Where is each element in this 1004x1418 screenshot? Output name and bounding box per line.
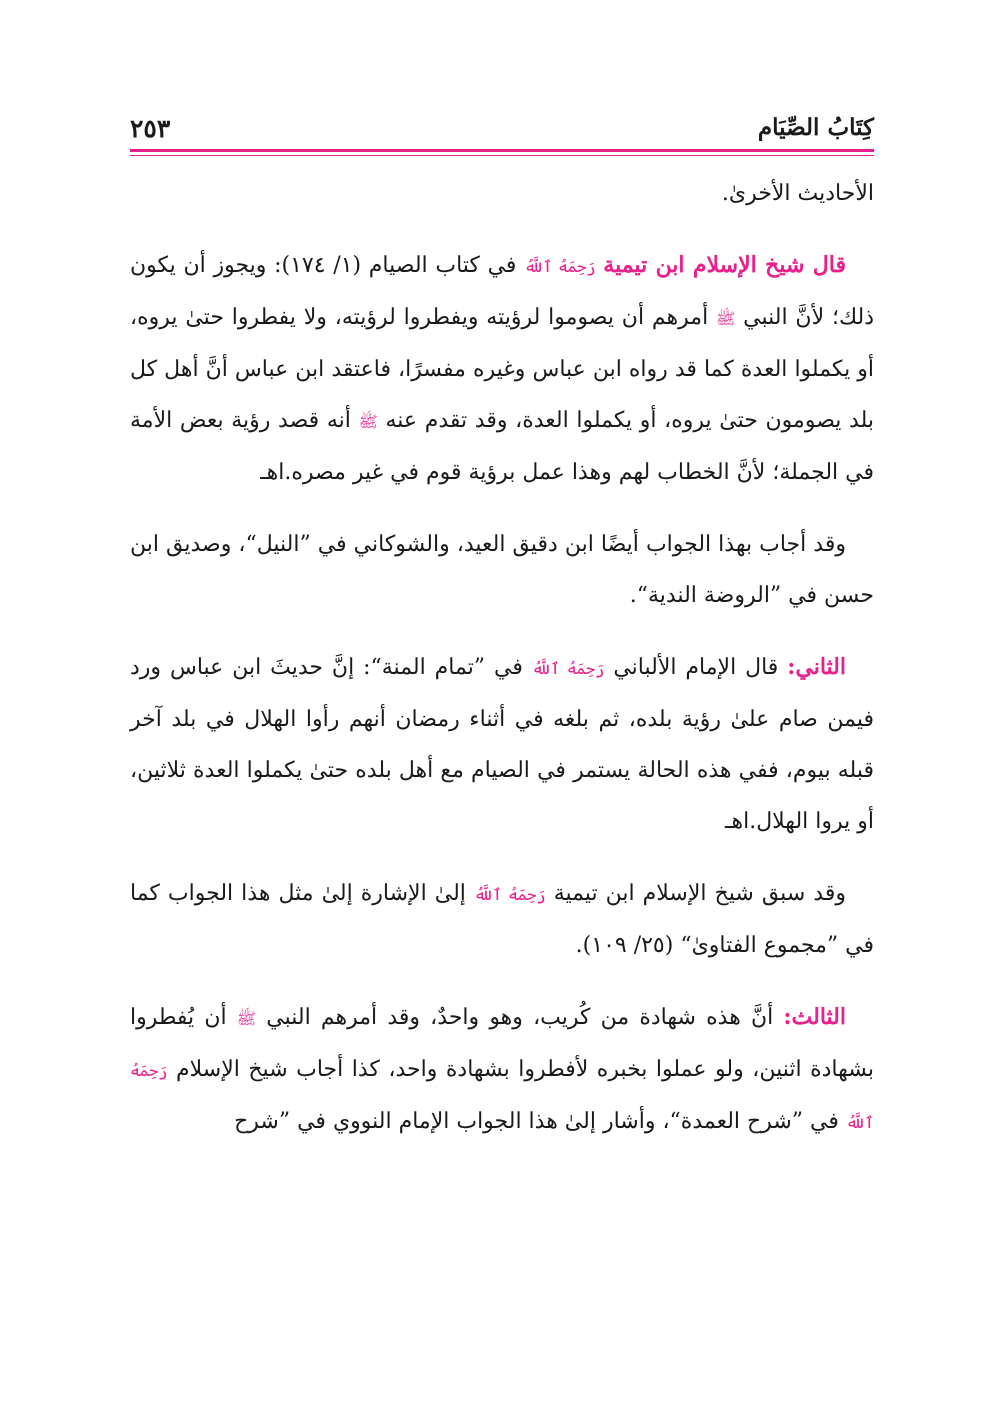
header-rule-thin xyxy=(130,155,874,156)
paragraph-text: في كتاب الصيام (١/ ١٧٤): ويجوز أن يكون ذلك؛ لأنَّ النبي xyxy=(130,253,874,330)
salla-honorific: ﷺ xyxy=(716,309,736,328)
paragraph-text: الأحاديث الأخرىٰ. xyxy=(721,181,874,206)
running-head: كِتَابُ الصِّيَام xyxy=(757,114,874,141)
paragraph-1 xyxy=(130,168,874,219)
header-rule-thick xyxy=(130,149,874,152)
paragraph-text: في ”تمام المنة“: إنَّ حديثَ ابن عباس ورد فيمن صام علىٰ رؤية بلده، ثم بلغه في أثناء رمضان أنهم رأوا الهلال في بلد آخر قبله بيوم، ففي هذه الحالة يستمر في الصيام مع أهل بلده حتىٰ يكملوا العدة ثلاثين، أو يروا الهلال.اهـ xyxy=(130,655,874,834)
paragraph-2 xyxy=(130,240,874,498)
paragraph-text: أنه قصد رؤية بعض الأمة في الجملة؛ لأنَّ الخطاب لهم وهذا عمل برؤية قوم في غير مصره.اهـ xyxy=(130,408,874,485)
paragraph-lead: الثاني: xyxy=(787,654,846,680)
rahimahullah-honorific: رَحِمَهُ ٱللَّهُ xyxy=(473,885,546,904)
paragraph-text: وقد سبق شيخ الإسلام ابن تيمية xyxy=(553,881,846,906)
paragraph-lead: الثالث: xyxy=(783,1004,846,1030)
paragraph-text: إلىٰ الإشارة إلىٰ مثل هذا الجواب كما في ”مجموع الفتاوىٰ“ (٢٥/ ١٠٩). xyxy=(130,881,874,958)
paragraph-6 xyxy=(130,992,874,1148)
rahimahullah-honorific: رَحِمَهُ ٱللَّهُ xyxy=(531,659,605,678)
paragraph-text: وقد أجاب بهذا الجواب أيضًا ابن دقيق العيد، والشوكاني في ”النيل“، وصديق ابن حسن في ”الروضة الندية“. xyxy=(130,532,874,608)
rahimahullah-honorific: رَحِمَهُ ٱللَّهُ xyxy=(130,1061,874,1132)
salla-honorific: ﷺ xyxy=(358,412,378,431)
paragraph-4 xyxy=(130,642,874,847)
paragraph-3 xyxy=(130,519,874,621)
paragraph-lead: قال شيخ الإسلام ابن تيمية xyxy=(603,252,846,278)
paragraph-text: أنَّ هذه شهادة من كُريب، وهو واحدٌ، وقد أمرهم النبي xyxy=(266,1005,774,1030)
salla-honorific: ﷺ xyxy=(236,1009,257,1028)
paragraph-text: قال الإمام الألباني xyxy=(613,655,779,680)
paragraph-text: في ”شرح العمدة“، وأشار إلىٰ هذا الجواب الإمام النووي في ”شرح xyxy=(234,1109,839,1134)
page-header xyxy=(130,112,874,150)
paragraph-5 xyxy=(130,868,874,971)
paragraph-text: أمرهم أن يصوموا لرؤيته ويفطروا لرؤيته، ولا يفطروا حتىٰ يروه، أو يكملوا العدة كما قد رواه ابن عباس وغيره مفسرًا، فاعتقد ابن عباس أنَّ أهل كل بلد يصومون حتىٰ يروه، أو يكملوا العدة، وقد تقدم عنه xyxy=(130,305,874,433)
rahimahullah-honorific: رَحِمَهُ ٱللَّهُ xyxy=(524,257,596,276)
paragraph-text: أن يُفطروا بشهادة اثنين، ولو عملوا بخبره لأفطروا بشهادة واحد، كذا أجاب شيخ الإسلام xyxy=(130,1005,875,1082)
page-number: ٢٥٣ xyxy=(130,114,171,143)
body-text xyxy=(130,168,874,1169)
